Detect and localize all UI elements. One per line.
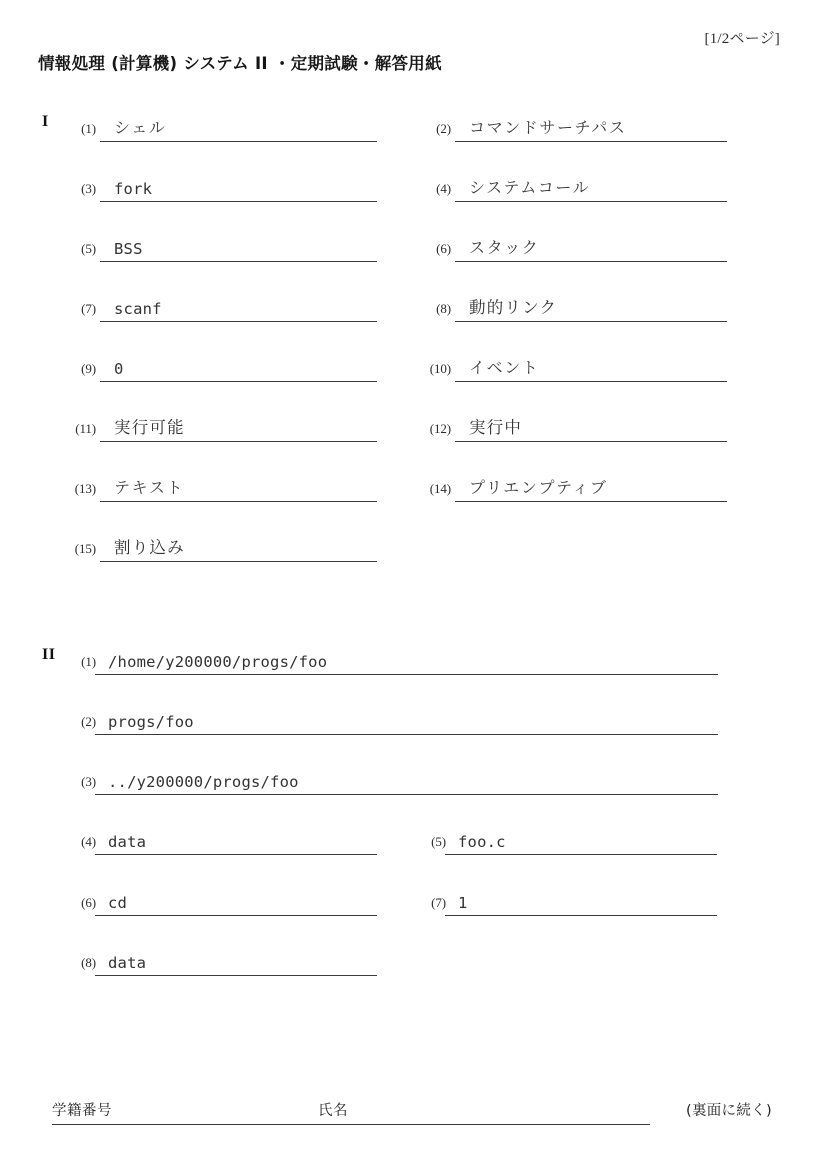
answer-field-4[interactable] <box>417 170 737 202</box>
answer-rule <box>100 201 377 202</box>
answer-value: システムコール <box>469 178 591 197</box>
answer-field-7[interactable] <box>412 884 732 916</box>
answer-rule <box>95 794 718 795</box>
answer-value: foo.c <box>458 833 506 851</box>
answer-value: /home/y200000/progs/foo <box>108 653 328 671</box>
page-indicator: [1/2ページ] <box>704 31 780 47</box>
answer-field-8[interactable] <box>62 944 382 976</box>
answer-field-13[interactable] <box>62 470 382 502</box>
answer-value: 1 <box>458 894 468 912</box>
answer-value: data <box>108 833 147 851</box>
answer-rule <box>445 854 717 855</box>
answer-number: (2) <box>81 714 96 729</box>
answer-value: progs/foo <box>108 713 194 731</box>
answer-value: プリエンプティブ <box>469 478 608 497</box>
answer-number: (15) <box>74 541 96 556</box>
answer-value: BSS <box>114 240 143 258</box>
answer-value: 0 <box>114 360 124 378</box>
answer-field-10[interactable] <box>417 350 737 382</box>
answer-number: (9) <box>81 361 96 376</box>
answer-field-15[interactable] <box>62 530 382 562</box>
answer-number: (3) <box>81 181 96 196</box>
answer-number: (6) <box>81 895 96 910</box>
answer-number: (8) <box>81 955 96 970</box>
answer-number: (6) <box>436 241 451 256</box>
answer-rule <box>455 501 727 502</box>
answer-value: scanf <box>114 300 162 318</box>
student-name-label: 氏名 <box>318 1103 348 1119</box>
answer-rule <box>455 201 727 202</box>
answer-row <box>0 530 828 564</box>
answer-rule <box>100 141 377 142</box>
answer-number: (14) <box>429 481 451 496</box>
answer-number: (1) <box>81 654 96 669</box>
answer-number: (4) <box>81 834 96 849</box>
answer-rule <box>95 854 377 855</box>
answer-value: 割り込み <box>114 538 185 557</box>
answer-field-11[interactable] <box>62 410 382 442</box>
answer-value: 実行中 <box>469 418 523 437</box>
answer-row <box>0 230 828 264</box>
answer-rule <box>100 441 377 442</box>
answer-rule <box>445 915 717 916</box>
answer-number: (1) <box>81 121 96 136</box>
answer-field-7[interactable] <box>62 290 382 322</box>
answer-value: シェル <box>114 118 167 137</box>
answer-number: (7) <box>81 301 96 316</box>
footer-rule <box>52 1124 650 1125</box>
answer-number: (5) <box>81 241 96 256</box>
section-marker-one: I <box>42 113 49 130</box>
answer-value: 実行可能 <box>114 418 185 437</box>
answer-rule <box>455 441 727 442</box>
answer-rule <box>95 674 718 675</box>
student-id-label: 学籍番号 <box>52 1103 112 1119</box>
answer-number: (5) <box>431 834 446 849</box>
answer-row <box>0 944 828 978</box>
answer-number: (7) <box>431 895 446 910</box>
answer-field-1[interactable] <box>62 643 732 675</box>
answer-field-9[interactable] <box>62 350 382 382</box>
answer-row <box>0 290 828 324</box>
answer-number: (12) <box>429 421 451 436</box>
answer-rule <box>455 261 727 262</box>
answer-field-3[interactable] <box>62 763 732 795</box>
answer-rule <box>455 321 727 322</box>
answer-field-5[interactable] <box>412 823 732 855</box>
answer-value: テキスト <box>114 478 185 497</box>
answer-rule <box>100 561 377 562</box>
answer-rule <box>100 501 377 502</box>
continue-note: (裏面に続く) <box>686 1103 772 1119</box>
answer-value: ../y200000/progs/foo <box>108 773 299 791</box>
answer-value: data <box>108 954 147 972</box>
answer-value: スタック <box>469 238 540 257</box>
answer-number: (3) <box>81 774 96 789</box>
section-marker-two: II <box>42 646 56 663</box>
answer-row <box>0 170 828 204</box>
answer-field-6[interactable] <box>62 884 382 916</box>
answer-rule <box>95 734 718 735</box>
answer-row <box>0 410 828 444</box>
answer-field-12[interactable] <box>417 410 737 442</box>
answer-field-8[interactable] <box>417 290 737 322</box>
answer-rule <box>100 381 377 382</box>
answer-rule <box>95 915 377 916</box>
answer-row <box>0 884 828 918</box>
answer-field-1[interactable] <box>62 110 382 142</box>
answer-field-3[interactable] <box>62 170 382 202</box>
answer-number: (8) <box>436 301 451 316</box>
answer-rule <box>455 381 727 382</box>
answer-value: イベント <box>469 358 540 377</box>
answer-field-14[interactable] <box>417 470 737 502</box>
answer-row <box>0 823 828 857</box>
answer-rule <box>100 321 377 322</box>
answer-row <box>0 470 828 504</box>
footer <box>0 1091 828 1125</box>
answer-rule <box>95 975 377 976</box>
answer-field-6[interactable] <box>417 230 737 262</box>
answer-value: cd <box>108 894 128 912</box>
answer-number: (10) <box>429 361 451 376</box>
answer-field-5[interactable] <box>62 230 382 262</box>
answer-number: (11) <box>75 421 96 436</box>
answer-row <box>0 763 828 797</box>
answer-rule <box>100 261 377 262</box>
answer-field-4[interactable] <box>62 823 382 855</box>
answer-value: 動的リンク <box>469 298 558 317</box>
answer-row <box>0 643 828 677</box>
answer-row <box>0 110 828 144</box>
answer-value: fork <box>114 180 153 198</box>
answer-row <box>0 703 828 737</box>
answer-field-2[interactable] <box>62 703 732 735</box>
answer-number: (13) <box>74 481 96 496</box>
answer-row <box>0 350 828 384</box>
answer-rule <box>455 141 727 142</box>
answer-value: コマンドサーチパス <box>469 118 627 137</box>
answer-number: (2) <box>436 121 451 136</box>
answer-number: (4) <box>436 181 451 196</box>
page-title: 情報処理 (計算機) システム II ・定期試験・解答用紙 <box>38 54 442 73</box>
answer-field-2[interactable] <box>417 110 737 142</box>
